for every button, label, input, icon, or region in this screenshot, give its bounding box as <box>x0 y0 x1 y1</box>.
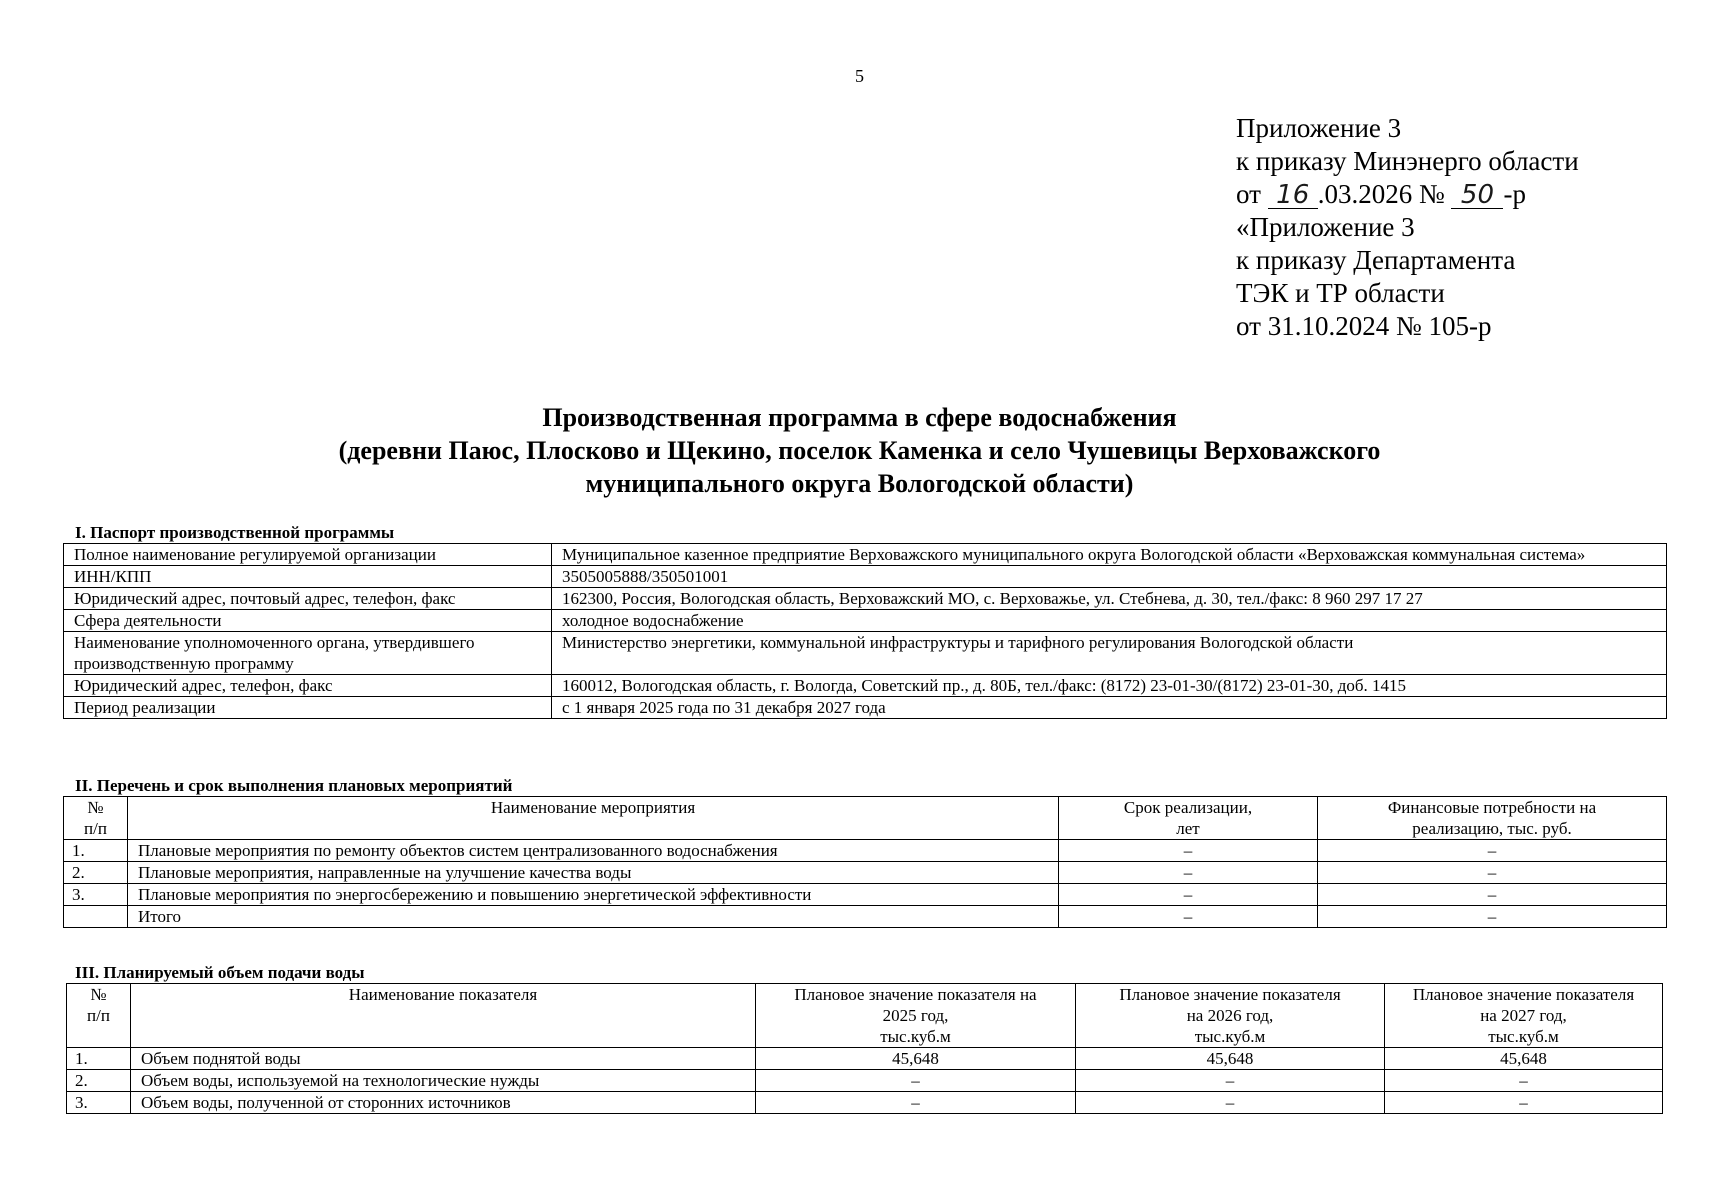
appendix-line: «Приложение 3 <box>1236 212 1415 242</box>
table-row <box>64 862 1667 884</box>
row-name: Плановые мероприятия, направленные на улучшение качества воды <box>128 862 1059 884</box>
passport-label: ИНН/КПП <box>64 566 552 588</box>
appendix-date-line <box>1236 178 1579 211</box>
passport-label: Период реализации <box>64 697 552 719</box>
appendix-date-suffix: -р <box>1503 179 1526 209</box>
document-title <box>0 401 1719 500</box>
section2-heading: II. Перечень и срок выполнения плановых мероприятий <box>75 776 513 795</box>
table-row <box>64 588 1667 610</box>
header-finance: Финансовые потребности на реализацию, тыс. руб. <box>1318 797 1667 840</box>
row-2026: 45,648 <box>1076 1048 1385 1070</box>
passport-label: Сфера деятельности <box>64 610 552 632</box>
row-num: 3. <box>64 884 128 906</box>
header-2026: Плановое значение показателя на 2026 год, тыс.куб.м <box>1076 984 1385 1048</box>
title-line: Производственная программа в сфере водоснабжения <box>542 403 1177 432</box>
row-2027: – <box>1385 1070 1663 1092</box>
row-num <box>64 906 128 928</box>
row-num: 1. <box>67 1048 131 1070</box>
row-num: 2. <box>64 862 128 884</box>
passport-label: Юридический адрес, почтовый адрес, телефон, факс <box>64 588 552 610</box>
table-row <box>64 697 1667 719</box>
appendix-line: к приказу Минэнерго области <box>1236 146 1579 176</box>
passport-value: с 1 января 2025 года по 31 декабря 2027 года <box>552 697 1667 719</box>
row-2025: – <box>756 1092 1076 1114</box>
page-number: 5 <box>855 66 864 86</box>
passport-value: 3505005888/350501001 <box>552 566 1667 588</box>
appendix-block <box>1236 112 1579 343</box>
table-row <box>64 566 1667 588</box>
row-name: Объем воды, используемой на технологические нужды <box>131 1070 756 1092</box>
row-num: 1. <box>64 840 128 862</box>
appendix-line: к приказу Департамента <box>1236 245 1516 275</box>
passport-value: 160012, Вологодская область, г. Вологда, Советский пр., д. 80Б, тел./факс: (8172) 23-01-30/(8172) 23-01-30, доб. 1415 <box>552 675 1667 697</box>
appendix-date-prefix: от <box>1236 179 1261 209</box>
passport-value: Министерство энергетики, коммунальной инфраструктуры и тарифного регулирования Вологодской области <box>552 632 1667 675</box>
table-row <box>64 544 1667 566</box>
passport-label: Полное наименование регулируемой организации <box>64 544 552 566</box>
appendix-line: от 31.10.2024 № 105-р <box>1236 311 1492 341</box>
header-name: Наименование показателя <box>131 984 756 1048</box>
row-name: Объем поднятой воды <box>131 1048 756 1070</box>
row-name: Итого <box>128 906 1059 928</box>
row-finance: – <box>1318 906 1667 928</box>
table-row <box>64 906 1667 928</box>
row-2025: 45,648 <box>756 1048 1076 1070</box>
row-2026: – <box>1076 1070 1385 1092</box>
passport-table <box>63 543 1667 719</box>
table-row <box>64 632 1667 675</box>
table-row <box>67 1092 1663 1114</box>
passport-value: 162300, Россия, Вологодская область, Верховажский МО, с. Верховажье, ул. Стебнева, д. 30, тел./факс: 8 960 297 17 27 <box>552 588 1667 610</box>
row-name: Объем воды, полученной от сторонних источников <box>131 1092 756 1114</box>
row-name: Плановые мероприятия по энергосбережению и повышению энергетической эффективности <box>128 884 1059 906</box>
row-2027: – <box>1385 1092 1663 1114</box>
row-term: – <box>1059 862 1318 884</box>
section1-heading: I. Паспорт производственной программы <box>75 523 395 542</box>
table-row <box>67 1070 1663 1092</box>
row-2025: – <box>756 1070 1076 1092</box>
passport-value: холодное водоснабжение <box>552 610 1667 632</box>
appendix-line: ТЭК и ТР области <box>1236 278 1445 308</box>
row-num: 2. <box>67 1070 131 1092</box>
header-num: № п/п <box>64 797 128 840</box>
row-finance: – <box>1318 862 1667 884</box>
row-finance: – <box>1318 884 1667 906</box>
row-2027: 45,648 <box>1385 1048 1663 1070</box>
handwritten-order-number: 50 <box>1451 182 1503 209</box>
section3-heading: III. Планируемый объем подачи воды <box>75 963 365 982</box>
water-volume-table <box>66 983 1663 1114</box>
table-row <box>64 610 1667 632</box>
appendix-line: Приложение 3 <box>1236 113 1402 143</box>
header-2027: Плановое значение показателя на 2027 год, тыс.куб.м <box>1385 984 1663 1048</box>
title-line: муниципального округа Вологодской области) <box>585 469 1134 498</box>
measures-table <box>63 796 1667 928</box>
passport-value: Муниципальное казенное предприятие Верховажского муниципального округа Вологодской области «Верховажская коммунальная система» <box>552 544 1667 566</box>
appendix-date-value: .03.2026 № <box>1317 179 1445 209</box>
table-row <box>64 884 1667 906</box>
table-row <box>67 1048 1663 1070</box>
header-term: Срок реализации, лет <box>1059 797 1318 840</box>
header-2025: Плановое значение показателя на 2025 год, тыс.куб.м <box>756 984 1076 1048</box>
table-row <box>64 675 1667 697</box>
handwritten-day: 16 <box>1268 182 1318 209</box>
header-name: Наименование мероприятия <box>128 797 1059 840</box>
table-header-row <box>67 984 1663 1048</box>
header-num: № п/п <box>67 984 131 1048</box>
row-term: – <box>1059 884 1318 906</box>
row-term: – <box>1059 840 1318 862</box>
row-term: – <box>1059 906 1318 928</box>
passport-label: Юридический адрес, телефон, факс <box>64 675 552 697</box>
passport-label: Наименование уполномоченного органа, утвердившего производственную программу <box>64 632 552 675</box>
title-line: (деревни Паюс, Плосково и Щекино, поселок Каменка и село Чушевицы Верховажского <box>338 436 1381 465</box>
row-name: Плановые мероприятия по ремонту объектов систем централизованного водоснабжения <box>128 840 1059 862</box>
table-header-row <box>64 797 1667 840</box>
table-row <box>64 840 1667 862</box>
row-finance: – <box>1318 840 1667 862</box>
row-2026: – <box>1076 1092 1385 1114</box>
row-num: 3. <box>67 1092 131 1114</box>
